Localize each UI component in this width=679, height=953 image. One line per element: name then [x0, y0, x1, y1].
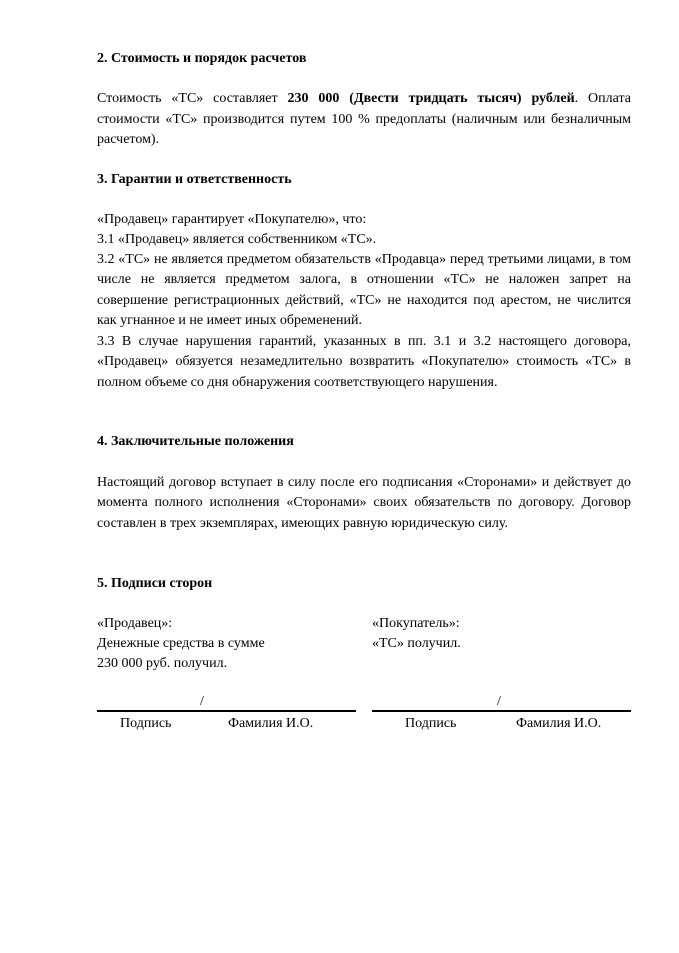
- section-3-item-2-text: 3.2 «ТС» не является предметом обязательств «Продавца» перед третьими лицами, в том числе не является предметом залога, в отношении «ТС» не наложен запрет на совершение регистрационных действий, «ТС» не находится под арестом, не числится как угнанное и не имеет иных обременений.: [97, 252, 631, 329]
- section-2-text-post: . Оплата стоимости «ТС» производится путем 100 % предоплаты (наличным или безналичным расчетом).: [97, 91, 631, 147]
- section-4-text: Настоящий договор вступает в силу после его подписания «Сторонами» и действует до момента полного исполнения «Сторонами» своих обязательств по договору. Договор составлен в трех экземплярах, имеющих равную юридическую силу.: [97, 475, 631, 531]
- seller-line-2: 230 000 руб. получил.: [97, 656, 228, 671]
- section-2-text-pre: Стоимость «ТС» составляет: [97, 91, 288, 106]
- seller-label: «Продавец»:: [97, 616, 173, 631]
- buyer-block: [372, 614, 461, 654]
- buyer-signature-caption: Подпись: [405, 716, 457, 731]
- seller-name-caption: Фамилия И.О.: [228, 716, 314, 731]
- seller-block: [97, 614, 265, 674]
- seller-signature-slash: /: [200, 694, 204, 709]
- section-2-paragraph: [97, 89, 631, 151]
- section-4-heading: 4. Заключительные положения: [97, 434, 294, 449]
- buyer-signature-line: [372, 710, 631, 712]
- seller-signature-line: [97, 710, 356, 712]
- section-4-paragraph: [97, 473, 631, 534]
- section-5-heading: 5. Подписи сторон: [97, 576, 213, 591]
- buyer-line-1: «ТС» получил.: [372, 636, 461, 651]
- buyer-name-caption: Фамилия И.О.: [516, 716, 602, 731]
- section-3-heading: 3. Гарантии и ответственность: [97, 172, 292, 187]
- section-3-item-3: [97, 332, 631, 393]
- section-3-item-2: [97, 250, 631, 332]
- section-2-heading: 2. Стоимость и порядок расчетов: [97, 51, 307, 66]
- section-2-price-bold: 230 000 (Двести тридцать тысяч) рублей: [287, 91, 575, 106]
- buyer-label: «Покупатель»:: [372, 616, 460, 631]
- buyer-signature-slash: /: [497, 694, 501, 709]
- section-3-intro: «Продавец» гарантирует «Покупателю», что:: [97, 212, 367, 227]
- seller-signature-caption: Подпись: [120, 716, 172, 731]
- seller-line-1: Денежные средства в сумме: [97, 636, 265, 651]
- section-3-item-3-text: 3.3 В случае нарушения гарантий, указанных в пп. 3.1 и 3.2 настоящего договора, «Продавец» обязуется незамедлительно возвратить «Покупателю» стоимость «ТС» в полном объеме со дня обнаружения соответствующего нарушения.: [97, 334, 631, 390]
- section-3-item-1: 3.1 «Продавец» является собственником «ТС».: [97, 232, 377, 247]
